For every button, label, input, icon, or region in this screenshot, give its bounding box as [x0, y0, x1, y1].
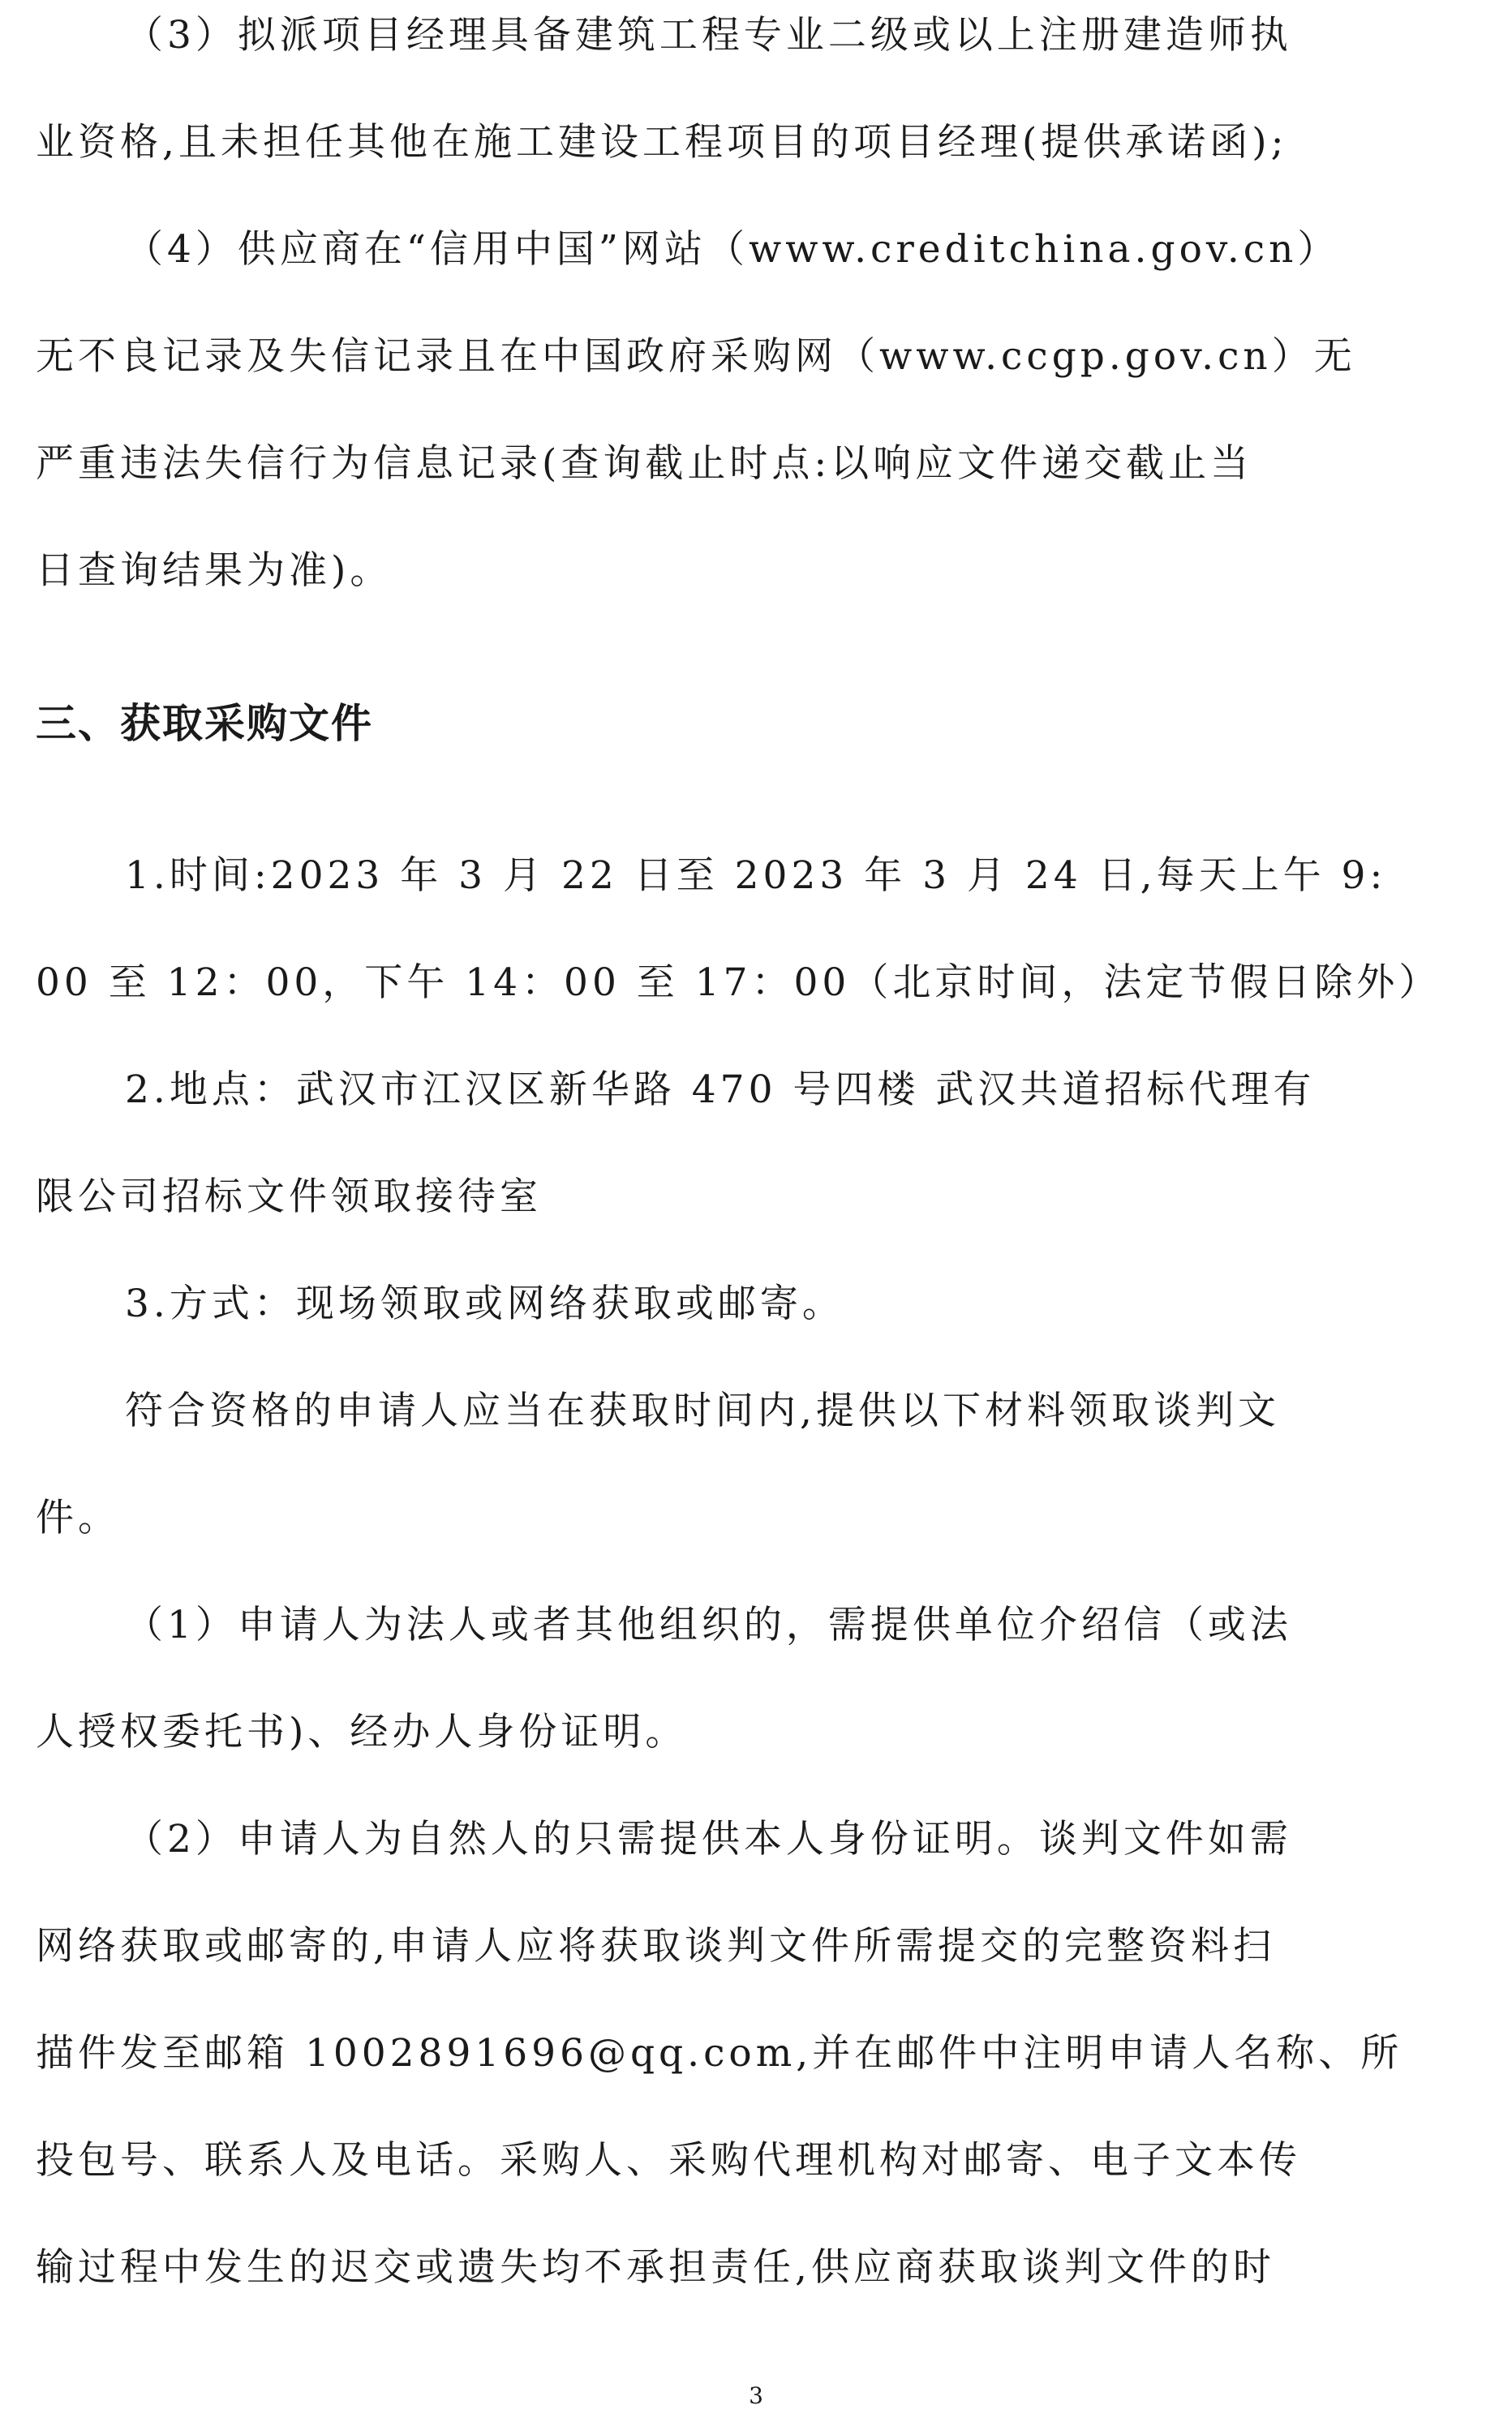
text-line: 00 至 12：00，下午 14：00 至 17：00（北京时间，法定节假日除外） [36, 960, 1441, 1005]
page-number: 3 [749, 2382, 763, 2409]
text-line: 限公司招标文件领取接待室 [36, 1174, 542, 1219]
text-line: 网络获取或邮寄的,申请人应将获取谈判文件所需提交的完整资料扫 [36, 1924, 1275, 1969]
text-line: 2.地点：武汉市江汉区新华路 470 号四楼 武汉共道招标代理有 [125, 1067, 1316, 1112]
text-line: （3）拟派项目经理具备建筑工程专业二级或以上注册建造师执 [125, 13, 1292, 58]
text-line: （1）申请人为法人或者其他组织的，需提供单位介绍信（或法 [125, 1603, 1292, 1647]
text-line: 描件发至邮箱 1002891696@qq.com,并在邮件中注明申请人名称、所 [36, 2031, 1403, 2076]
section-heading: 三、获取采购文件 [36, 700, 373, 747]
text-line: （2）申请人为自然人的只需提供本人身份证明。谈判文件如需 [125, 1817, 1292, 1862]
text-line: 业资格,且未担任其他在施工建设工程项目的项目经理(提供承诺函); [36, 120, 1288, 165]
text-line: 无不良记录及失信记录且在中国政府采购网（www.ccgp.gov.cn）无 [36, 334, 1356, 379]
text-line: 人授权委托书)、经办人身份证明。 [36, 1710, 688, 1754]
text-line: 输过程中发生的迟交或遗失均不承担责任,供应商获取谈判文件的时 [36, 2245, 1275, 2290]
text-line: 3.方式：现场领取或网络获取或邮寄。 [125, 1282, 844, 1326]
text-line: （4）供应商在“信用中国”网站（www.creditchina.gov.cn） [125, 227, 1340, 272]
text-line: 1.时间:2023 年 3 月 22 日至 2023 年 3 月 24 日,每天上午 9: [125, 853, 1387, 898]
text-line: 投包号、联系人及电话。采购人、采购代理机构对邮寄、电子文本传 [36, 2138, 1301, 2183]
text-line: 严重违法失信行为信息记录(查询截止时点:以响应文件递交截止当 [36, 441, 1253, 486]
text-line: 件。 [36, 1496, 120, 1540]
text-line: 日查询结果为准)。 [36, 548, 393, 593]
text-line: 符合资格的申请人应当在获取时间内,提供以下材料领取谈判文 [125, 1389, 1280, 1433]
